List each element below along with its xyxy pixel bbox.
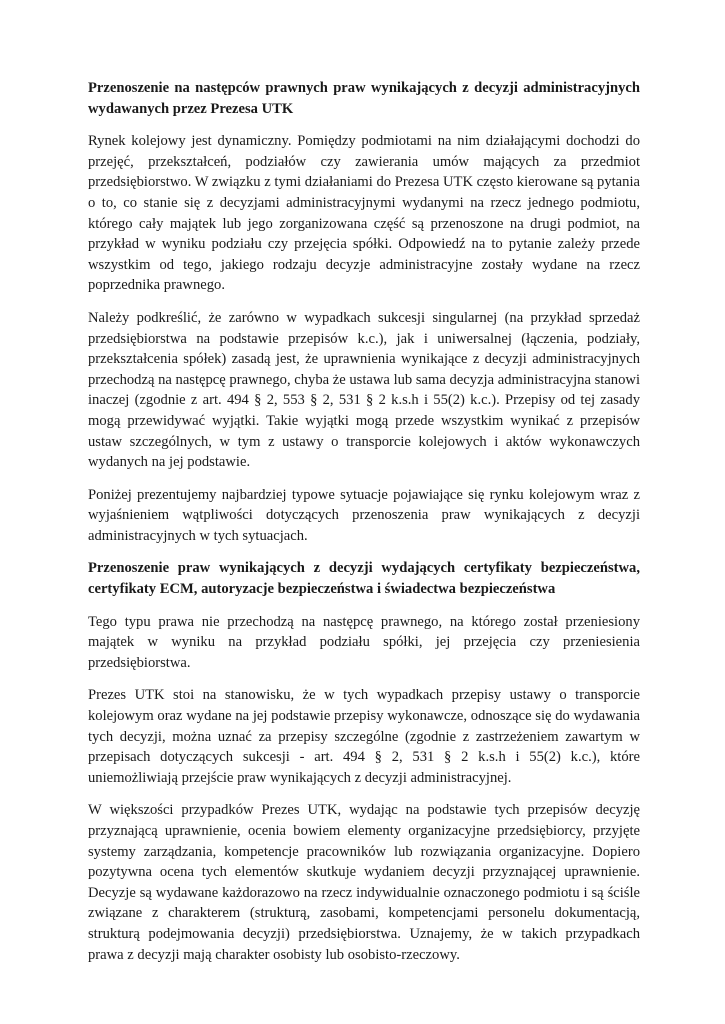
paragraph-personal-character: W większości przypadków Prezes UTK, wydając na podstawie tych przepisów decyzję przyznającą uprawnienie, ocenia bowiem elementy organizacyjne przedsiębiorcy, przyjęte systemy zarządzania, kompetencje pracowników lub rozwiązania organizacyjne. Dopiero pozytywna ocena tych elementów skutkuje wydaniem decyzji przyznającej uprawnienie. Decyzje są wydawane każdorazowo na rzecz indywidualnie oznaczonego podmiotu i są ściśle związane z charakterem (strukturą, zasobami, kompetencjami personelu dokumentacją, strukturą podejmowania decyzji) przedsiębiorstwa. Uznajemy, że w takich przypadkach prawa z decyzji mają charakter osobisty lub osobisto-rzeczowy. bbox=[88, 802, 640, 963]
paragraph-intro: Rynek kolejowy jest dynamiczny. Pomiędzy podmiotami na nim działającymi dochodzi do przejęć, przekształceń, podziałów czy zawierania umów mających za przedmiot przedsiębiorstwo. W związku z tymi działaniami do Prezesa UTK często kierowane są pytania o to, co stanie się z decyzjami administracyjnymi wydanymi na rzecz jednego podmiotu, którego cały majątek lub jego zorganizowana część są przenoszone na drugi podmiot, na przykład w wyniku podziału czy przejęcia spółki. Odpowiedź na to pytanie zależy przede wszystkim od tego, jakiego rodzaju decyzje administracyjne zostały wydane na rzecz poprzednika prawnego. bbox=[88, 133, 640, 294]
paragraph-utk-position: Prezes UTK stoi na stanowisku, że w tych wypadkach przepisy ustawy o transporcie kolejowym oraz wydane na jej podstawie przepisy wykonawcze, odnoszące się do wydawania tych decyzji, można uznać za przepisy szczególne (zgodnie z zastrzeżeniem zawartym w przepisach dotyczących sukcesji - art. 494 § 2, 531 § 2 k.s.h i 55(2) k.c.), które uniemożliwiają przejście praw wynikających z decyzji administracyjnej. bbox=[88, 687, 640, 786]
section-heading-certificates: Przenoszenie praw wynikających z decyzji wydających certyfikaty bezpieczeństwa, certyfikaty ECM, autoryzacje bezpieczeństwa i świadectwa bezpieczeństwa bbox=[88, 560, 640, 598]
paragraph-no-transfer: Tego typu prawa nie przechodzą na następcę prawnego, na którego został przeniesiony majątek w wyniku na przykład podziału spółki, jej przejęcia czy przeniesienia przedsiębiorstwa. bbox=[88, 613, 640, 671]
paragraph-succession-rule: Należy podkreślić, że zarówno w wypadkach sukcesji singularnej (na przykład sprzedaż przedsiębiorstwa na podstawie przepisów k.c.), jak i uniwersalnej (łączenia, podziały, przekształcenia spółek) zasadą jest, że uprawnienia wynikające z decyzji administracyjnych przechodzą na następcę prawnego, chyba że ustawa lub sama decyzja administracyjna stanowi inaczej (zgodnie z art. 494 § 2, 553 § 2, 531 § 2 k.s.h i 55(2) k.c.). Przepisy od tej zasady mogą przewidywać wyjątki. Takie wyjątki mogą przede wszystkim wynikać z przepisów ustaw szczególnych, w tym z ustawy o transporcie kolejowych i aktów wykonawczych wydanych na jej podstawie. bbox=[88, 309, 640, 471]
section-heading-succession: Przenoszenie na następców prawnych praw wynikających z decyzji administracyjnych wydawanych przez Prezesa UTK bbox=[88, 80, 640, 117]
paragraph-typical-situations: Poniżej prezentujemy najbardziej typowe sytuacje pojawiające się rynku kolejowym wraz z wyjaśnieniem wątpliwości dotyczących przenoszenia praw wynikających z decyzji administracyjnych w tych sytuacjach. bbox=[88, 486, 640, 544]
document-page bbox=[88, 78, 640, 977]
